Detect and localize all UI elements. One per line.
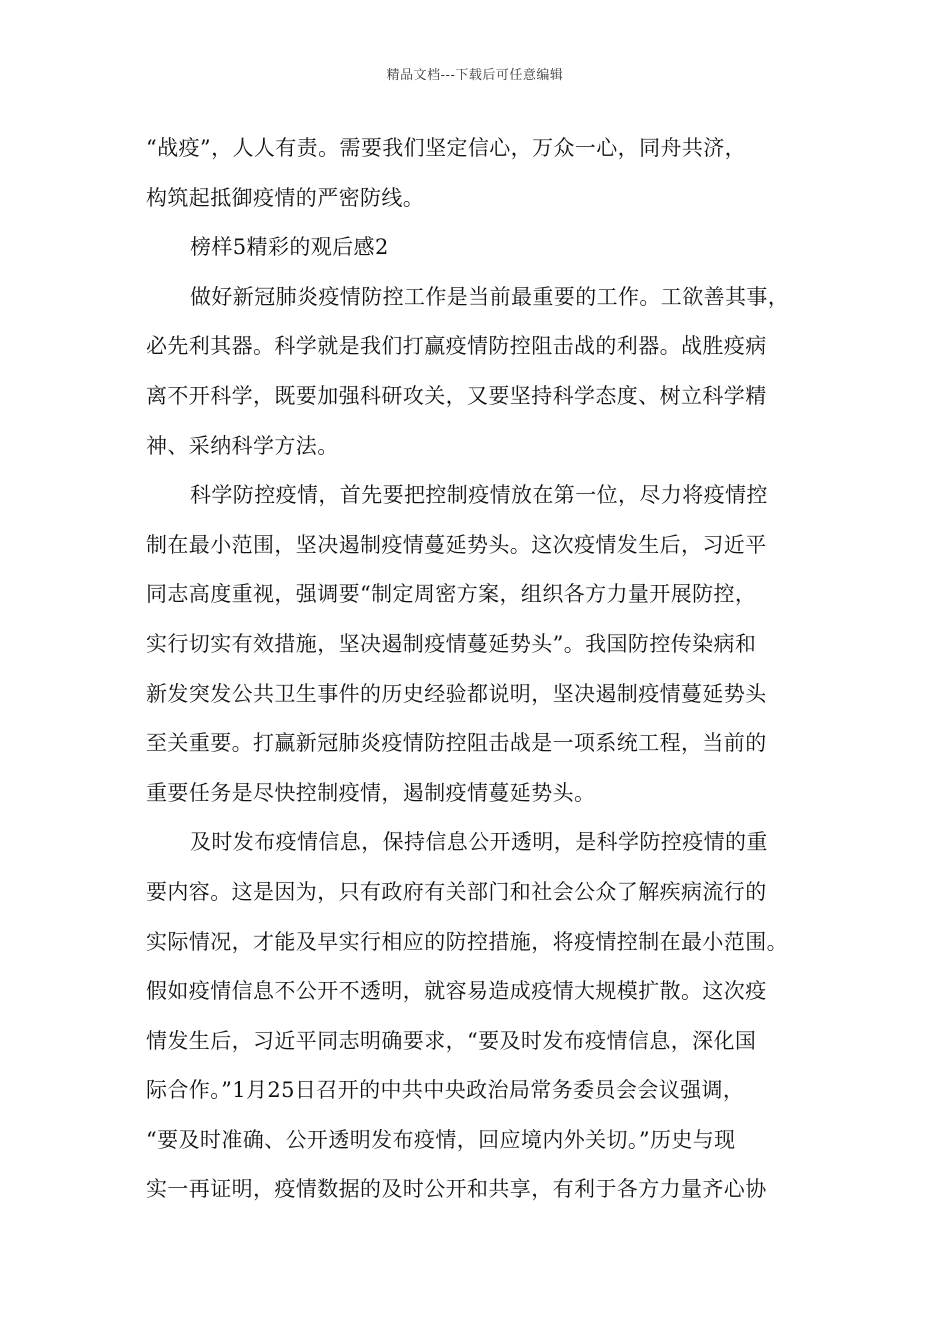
text-line: 构筑起抵御疫情的严密防线。 [146, 185, 425, 210]
section-heading: 榜样5精彩的观后感2 [190, 235, 389, 260]
text-line: 实一再证明，疫情数据的及时公开和共享，有利于各方力量齐心协 [146, 1177, 767, 1202]
text-line: 神、采纳科学方法。 [146, 433, 339, 458]
text-line: 新发突发公共卫生事件的历史经验都说明，坚决遏制疫情蔓延势头 [146, 681, 767, 706]
text-line: 科学防控疫情，首先要把控制疫情放在第一位，尽力将疫情控 [190, 483, 768, 508]
text-line: 必先利其器。科学就是我们打赢疫情防控阻击战的利器。战胜疫病 [146, 334, 767, 359]
text-line: 实行切实有效措施，坚决遏制疫情蔓延势头”。我国防控传染病和 [146, 631, 757, 656]
text-line: 际合作。”1月25日召开的中共中央政治局常务委员会会议强调， [146, 1078, 745, 1103]
text-line: 及时发布疫情信息，保持信息公开透明，是科学防控疫情的重 [190, 830, 768, 855]
text-line: 离不开科学，既要加强科研攻关，又要坚持科学态度、树立科学精 [146, 383, 767, 408]
text-line: 制在最小范围，坚决遏制疫情蔓延势头。这次疫情发生后，习近平 [146, 532, 767, 557]
text-line: 要内容。这是因为，只有政府有关部门和社会公众了解疾病流行的 [146, 879, 767, 904]
text-line: 做好新冠肺炎疫情防控工作是当前最重要的工作。工欲善其事， [190, 284, 790, 309]
text-line: “战疫”，人人有责。需要我们坚定信心，万众一心，同舟共济， [146, 136, 747, 160]
text-line: 至关重要。打赢新冠肺炎疫情防控阻击战是一项系统工程，当前的 [146, 731, 767, 756]
text-line: 假如疫情信息不公开不透明，就容易造成疫情大规模扩散。这次疫 [146, 979, 767, 1004]
text-line: 重要任务是尽快控制疫情，遏制疫情蔓延势头。 [146, 780, 596, 805]
text-line: “要及时准确、公开透明发布疫情，回应境内外关切。”历史与现 [146, 1127, 736, 1152]
text-line: 同志高度重视，强调要“制定周密方案，组织各方力量开展防控， [146, 582, 757, 607]
text-line: 情发生后，习近平同志明确要求，“要及时发布疫情信息，深化国 [146, 1028, 757, 1053]
document-body [146, 128, 826, 1219]
page-header: 精品文档---下载后可任意编辑 [386, 68, 564, 83]
text-line: 实际情况，才能及早实行相应的防控措施，将疫情控制在最小范围。 [146, 929, 788, 954]
